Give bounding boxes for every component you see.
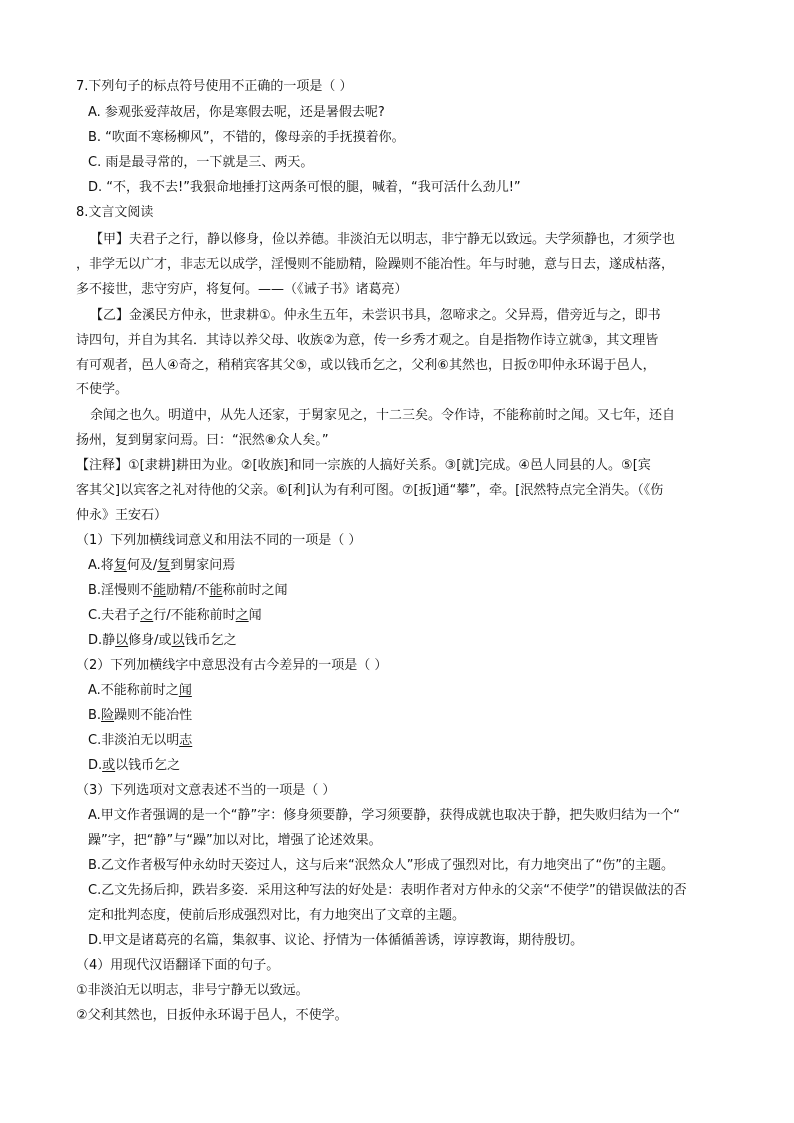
sub3-option-a-line-1: A.甲文作者强调的是一个“静”字：修身须要静，学习须要静，获得成就也取决于静，把失败归结为一个“ <box>88 808 681 823</box>
sub3-stem: （3）下列选项对文意表述不当的一项是（ ） <box>76 783 336 798</box>
notes-line-1: 【注释】①[隶耕]耕田为业。②[收族]和同一宗族的人搞好关系。③[就]完成。④邑人同县的人。⑤[宾 <box>76 458 651 473</box>
sub2-stem: （2）下列加横线字中意思没有古今差异的一项是（ ） <box>76 658 388 673</box>
underlined-word: 复 <box>157 558 171 573</box>
sub2-option-a: A.不能称前时之闻 <box>88 683 192 698</box>
q7-option-b: B. “吹面不寒杨柳风”，不错的，像母亲的手抚摸着你。 <box>88 130 405 145</box>
q8-title: 8.文言文阅读 <box>76 205 154 220</box>
sub1-option-a: A.将复何及/复到舅家问焉 <box>88 558 236 573</box>
passage-yu-line-2: 扬州，复到舅家问焉。曰：“泯然⑧众人矣。” <box>76 433 329 448</box>
passage-yi-line-1: 【乙】金溪民方仲永，世隶耕①。仲永生五年，未尝识书具，忽啼求之。父异焉，借旁近与之，即书 <box>90 308 661 323</box>
underlined-word: 能 <box>209 583 223 598</box>
sub4-stem: （4）用现代汉语翻译下面的句子。 <box>76 958 280 973</box>
passage-jia-line-3: 多不接世，悲守穷庐，将复何。——（《诫子书》诸葛亮） <box>76 282 408 297</box>
passage-jia-line-1: 【甲】夫君子之行，静以修身，俭以养德。非淡泊无以明志，非宁静无以致远。夫学须静也，才须学也 <box>90 232 676 247</box>
underlined-word: 能 <box>153 583 167 598</box>
q7-stem: 7.下列句子的标点符号使用不正确的一项是（ ） <box>76 79 353 94</box>
underlined-word: 志 <box>179 733 193 748</box>
sub2-option-c: C.非淡泊无以明志 <box>88 733 193 748</box>
q7-option-d: D. “不，我不去!”我狠命地捶打这两条可恨的腿，喊着，“我可活什么劲儿!” <box>88 180 521 195</box>
sub3-option-b: B.乙文作者极写仲永幼时天姿过人，这与后来“泯然众人”形成了强烈对比，有力地突出了“伤”的主题。 <box>88 858 674 873</box>
passage-yi-line-2: 诗四句，并自为其名．其诗以养父母、收族②为意，传一乡秀才观之。自是指物作诗立就③，其文理皆 <box>76 333 659 348</box>
sub3-option-d: D.甲文是诸葛亮的名篇，集叙事、议论、抒情为一体循循善诱，谆谆教诲，期待殷切。 <box>88 933 584 948</box>
sub3-option-c-line-2: 定和批判态度，使前后形成强烈对比，有力地突出了文章的主题。 <box>88 908 466 923</box>
underlined-word: 复 <box>113 558 127 573</box>
passage-jia-line-2: ，非学无以广才，非志无以成学，淫慢则不能励精，险躁则不能冶性。年与时驰，意与日去，遂成枯落， <box>76 257 675 272</box>
notes-line-2: 客其父]以宾客之礼对待他的父亲。⑥[利]认为有利可图。⑦[扳]通“攀”，牵。[泯然特点完全消失。（《伤 <box>76 483 664 498</box>
sub1-stem: （1）下列加横线词意义和用法不同的一项是（ ） <box>76 533 362 548</box>
sub1-option-c: C.夫君子之行/不能称前时之闻 <box>88 608 262 623</box>
underlined-word: 以 <box>115 633 129 648</box>
underlined-word: 以 <box>171 633 185 648</box>
sub2-option-b: B.险躁则不能冶性 <box>88 708 193 723</box>
underlined-word: 之 <box>235 608 249 623</box>
sub4-sentence-2: ②父利其然也，日扳仲永环谒于邑人，不使学。 <box>76 1008 348 1023</box>
sub2-option-d: D.或以钱币乞之 <box>88 758 181 773</box>
sub1-option-d: D.静以修身/或以钱币乞之 <box>88 633 237 648</box>
underlined-word: 闻 <box>178 683 192 698</box>
q7-option-a: A. 参观张爱萍故居，你是寒假去呢，还是暑假去呢? <box>88 105 385 120</box>
notes-line-3: 仲永》王安石） <box>76 508 168 523</box>
passage-yu-line-1: 余闻之也久。明道中，从先人还家，于舅家见之，十二三矣。令作诗，不能称前时之闻。又七年，还自 <box>90 408 676 423</box>
passage-yi-line-4: 不使学。 <box>76 382 129 397</box>
passage-yi-line-3: 有可观者，邑人④奇之，稍稍宾客其父⑤，或以钱币乞之，父利⑥其然也，日扳⑦叩仲永环谒于邑人， <box>76 358 656 373</box>
sub3-option-c-line-1: C.乙文先扬后抑，跌岩多姿．采用这种写法的好处是：表明作者对方仲永的父亲“不使学”的错误做法的否 <box>88 883 687 898</box>
underlined-word: 或 <box>102 758 116 773</box>
sub4-sentence-1: ①非淡泊无以明志，非号宁静无以致远。 <box>76 983 309 998</box>
sub1-option-b: B.淫慢则不能励精/不能称前时之闻 <box>88 583 288 598</box>
sub3-option-a-line-2: 躁”字，把“静”与“躁”加以对比，增强了论述效果。 <box>88 833 382 848</box>
underlined-word: 险 <box>101 708 115 723</box>
q7-option-c: C. 雨是最寻常的，一下就是三、两天。 <box>88 155 314 170</box>
underlined-word: 之 <box>140 608 154 623</box>
